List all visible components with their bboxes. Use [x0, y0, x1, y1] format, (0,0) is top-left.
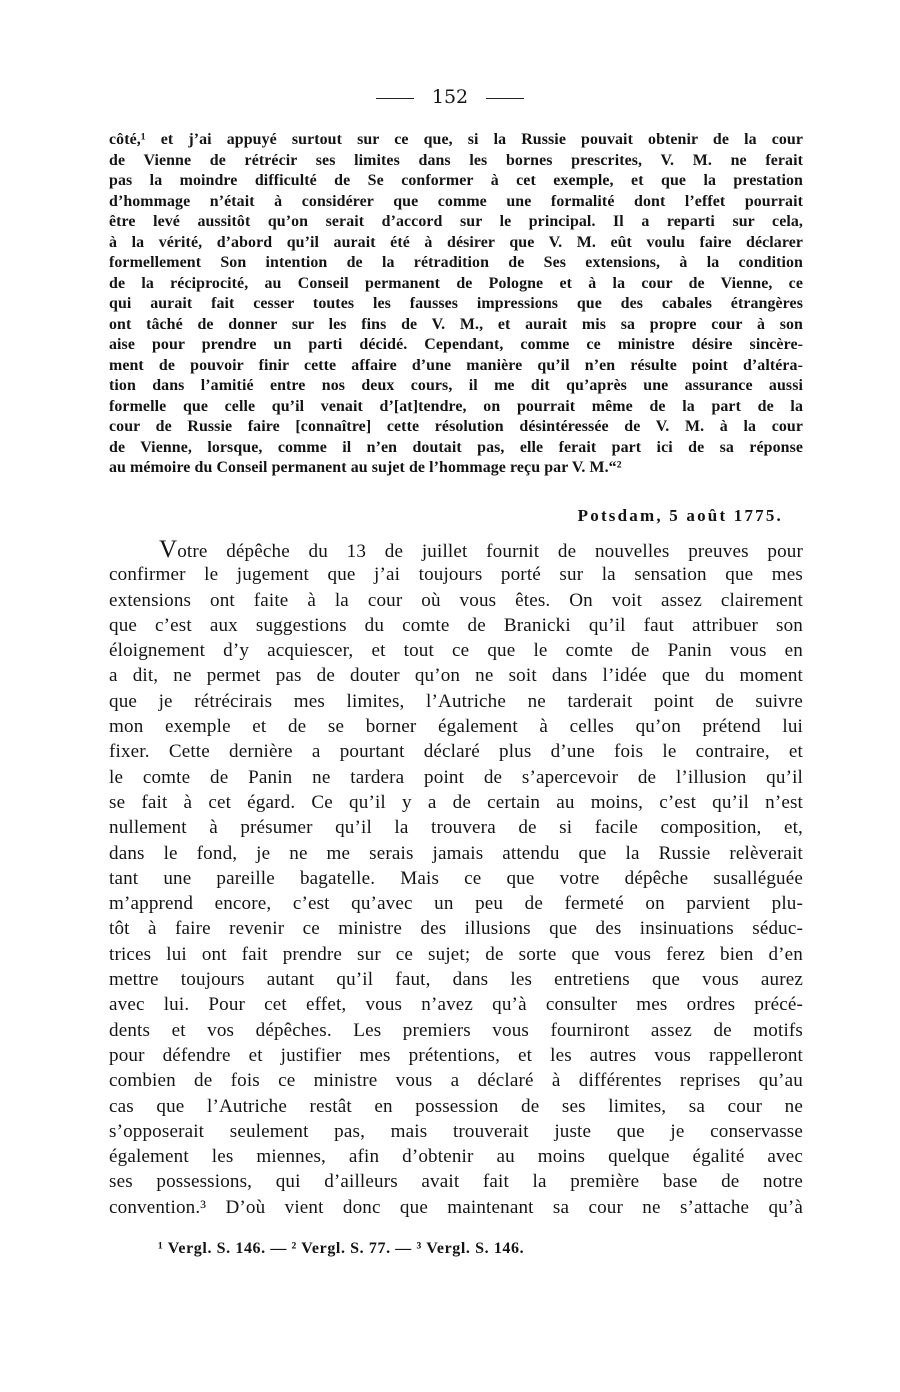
body-line	[109, 537, 803, 562]
body-line: le comte de Panin ne tardera point de s’apercevoir de l’illusion qu’il	[109, 766, 803, 788]
body-line: mettre toujours autant qu’il faut, dans les entretiens que vous aurez	[109, 969, 803, 991]
quote-line: tion dans l’amitié entre nos deux cours, il me dit qu’après une assurance aussi	[109, 377, 803, 394]
body-line: dents et vos dépêches. Les premiers vous fourniront assez de motifs	[109, 1019, 803, 1041]
body-line: que c’est aux suggestions du comte de Branicki qu’il faut attribuer son	[109, 614, 803, 636]
letter-body	[109, 537, 803, 1220]
body-line-text: otre dépêche du 13 de juillet fournit de nouvelles preuves pour	[177, 541, 803, 562]
body-line: ses possessions, qui d’ailleurs avait fait la première base de notre	[109, 1171, 803, 1193]
body-line: combien de fois ce ministre vous a déclaré à différentes reprises qu’au	[109, 1070, 803, 1092]
body-line: tôt à faire revenir ce ministre des illusions que des insinuations séduc-	[109, 918, 803, 940]
body-line: convention.³ D’où vient donc que maintenant sa cour ne s’attache qu’à	[109, 1196, 803, 1218]
quote-line: de la réciprocité, au Conseil permanent de Pologne et à la cour de Vienne, ce	[109, 274, 803, 292]
quote-line: côté,¹ et j’ai appuyé surtout sur ce que, si la Russie pouvait obtenir de la cour	[109, 131, 803, 148]
body-line: fixer. Cette dernière a pourtant déclaré plus d’une fois le contraire, et	[109, 741, 803, 763]
body-line: pour défendre et justifier mes prétentions, et les autres vous rappelleront	[109, 1044, 803, 1066]
footnotes: ¹ Vergl. S. 146. — ² Vergl. S. 77. — ³ Vergl. S. 146.	[158, 1240, 525, 1257]
body-line: se fait à cet égard. Ce qu’il y a de certain au moins, c’est qu’il n’est	[109, 791, 803, 813]
quoted-report-paragraph	[109, 130, 803, 479]
body-line: dans le fond, je ne me serais jamais attendu que la Russie relèverait	[109, 842, 803, 864]
body-line: s’opposerait seulement pas, mais trouverait juste que je conservasse	[109, 1120, 803, 1142]
quote-line: pas la moindre difficulté de Se conformer à cet exemple, et que la prestation	[109, 172, 803, 189]
quote-line: de Vienne, lorsque, comme il n’en doutait pas, elle ferait part ici de sa réponse	[109, 438, 803, 456]
quote-line: formelle que celle qu’il venait d’[at]tendre, on pourrait même de la part de la	[109, 397, 803, 415]
quote-line: qui aurait fait cesser toutes les fausses impressions que des cabales étrangères	[109, 295, 803, 312]
page-header	[0, 86, 900, 114]
body-line: m’apprend encore, c’est qu’avec un peu de fermeté on parvient plu-	[109, 893, 803, 915]
quote-line: d’hommage n’était à considérer que comme une formalité dont l’effet pourrait	[109, 192, 803, 210]
body-line: tant une pareille bagatelle. Mais ce que votre dépêche susalléguée	[109, 867, 803, 889]
body-line: cas que l’Autriche restât en possession de ses limites, sa cour ne	[109, 1095, 803, 1117]
header-rule-left	[376, 98, 414, 99]
quote-line: ont tâché de donner sur les fins de V. M., et aurait mis sa propre cour à son	[109, 315, 803, 333]
body-line: également les miennes, afin d’obtenir au moins quelque égalité avec	[109, 1146, 803, 1168]
quote-line: cour de Russie faire [connaître] cette résolution désintéressée de V. M. à la cour	[109, 418, 803, 435]
body-line: trices lui ont fait prendre sur ce sujet; de sorte que vous ferez bien d’en	[109, 943, 803, 965]
body-line: éloignement d’y acquiescer, et tout ce que le comte de Panin vous en	[109, 640, 803, 662]
body-line: que je rétrécirais mes limites, l’Autriche ne tarderait point de suivre	[109, 690, 803, 712]
body-line: avec lui. Pour cet effet, vous n’avez qu’à consulter mes ordres précé-	[109, 994, 803, 1016]
body-line: mon exemple et de se borner également à celles qu’on prétend lui	[109, 716, 803, 738]
header-rule-right	[486, 98, 524, 99]
body-line: nullement à présumer qu’il la trouvera de si facile composition, et,	[109, 817, 803, 839]
quote-line: au mémoire du Conseil permanent au sujet de l’hommage reçu par V. M.“²	[109, 459, 622, 476]
dateline: Potsdam, 5 août 1775.	[577, 506, 783, 525]
body-line: a dit, ne permet pas de douter qu’on ne soit dans l’idée que du moment	[109, 665, 803, 687]
quote-line: de Vienne de rétrécir ses limites dans les bornes prescrites, V. M. ne ferait	[109, 151, 803, 169]
quote-line: aise pour prendre un parti décidé. Cependant, comme ce ministre désire sincère-	[109, 336, 803, 353]
drop-initial: V	[159, 536, 178, 563]
body-line: extensions ont faite à la cour où vous êtes. On voit assez clairement	[109, 589, 803, 611]
quote-line: formellement Son intention de la rétradition de Ses extensions, à la condition	[109, 254, 803, 271]
page-number: 152	[431, 86, 469, 108]
body-line: confirmer le jugement que j’ai toujours porté sur la sensation que mes	[109, 564, 803, 586]
quote-line: ment de pouvoir finir cette affaire d’une manière qu’il n’en résulte point d’altéra-	[109, 356, 803, 374]
quote-line: être levé aussitôt qu’on serait d’accord sur le principal. Il a reparti sur cela,	[109, 213, 803, 230]
quote-line: à la vérité, d’abord qu’il aurait été à désirer que V. M. eût voulu faire déclarer	[109, 233, 803, 251]
